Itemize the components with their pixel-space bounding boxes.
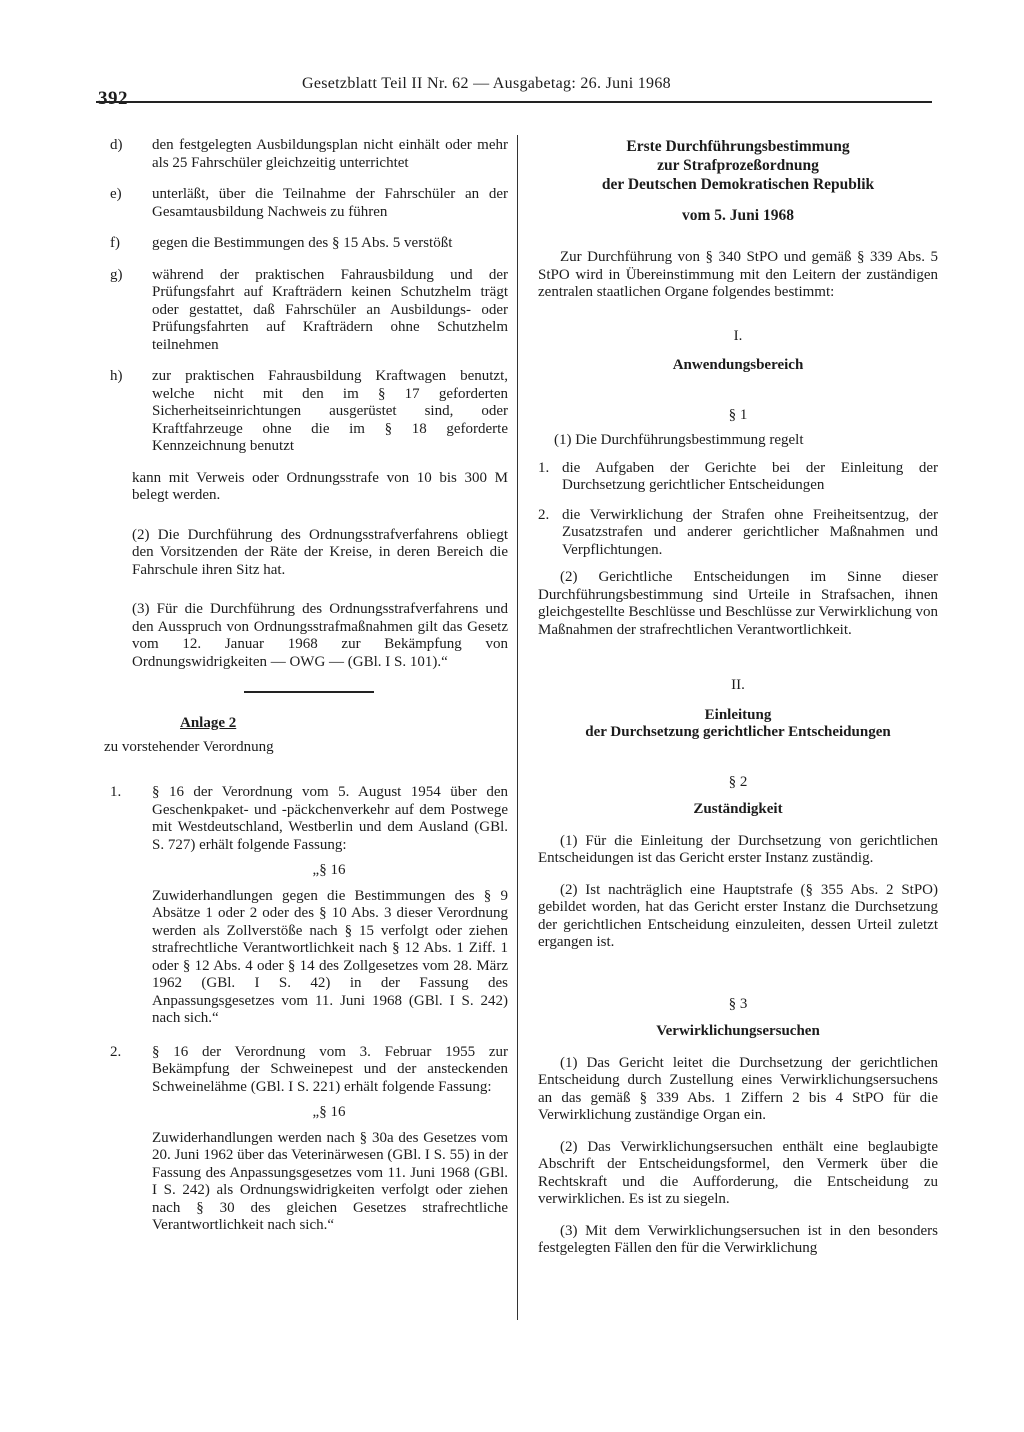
column-divider (517, 135, 518, 1320)
numbered-item (538, 460, 938, 495)
item-label: f) (110, 235, 120, 251)
left-column (104, 137, 508, 1249)
list-item (110, 137, 508, 172)
item-text: § 16 der Verordnung vom 3. Februar 1955 zur Bekämpfung der Schweinepest und der ansteckenden Schweinelähme (GBl. I S. 221) erhält folgende Fassung: (152, 1043, 508, 1095)
item-text: die Aufgaben der Gerichte bei der Einleitung der Durchsetzung gerichtlicher Entscheidungen (562, 459, 938, 493)
paragraph-1: (1) Die Durchführungsbestimmung regelt (554, 432, 804, 448)
part-title (538, 707, 938, 742)
item-label: g) (110, 266, 123, 283)
paragraph-sign: „§ 16 (312, 1104, 346, 1120)
paragraph-2: (2) Die Durchführung des Ordnungsstrafverfahrens obliegt den Vorsitzenden der Räte der Kreise, in deren Bereich die Fahrschule ihren Sitz hat. (132, 526, 508, 578)
item-number: 2. (110, 1043, 122, 1060)
paragraph-2: (2) Ist nachträglich eine Hauptstrafe (§ 355 Abs. 2 StPO) gebildet worden, hat das Gericht erster Instanz die Durchsetzung der gerichtlichen Entscheidung einzuleiten, dessen Urteil zuletzt ergangen ist. (538, 881, 938, 950)
part-title: Anwendungsbereich (672, 357, 804, 373)
section-title: Verwirklichungsersuchen (656, 1023, 820, 1039)
paragraph-sign: § 3 (728, 995, 748, 1012)
part-numeral: I. (733, 327, 743, 344)
list-item (110, 186, 508, 221)
section-title: Zuständigkeit (693, 801, 783, 817)
numbered-item (110, 784, 508, 854)
paragraph-sign: § 2 (728, 773, 748, 790)
item-text: die Verwirklichung der Strafen ohne Freiheitsentzug, der Zusatzstrafen und anderer gerichtlicher Maßnahmen und Verpflichtungen. (562, 506, 938, 558)
title-line: Erste Durchführungsbestimmung (626, 138, 850, 155)
title-line: der Deutschen Demokratischen Republik (601, 176, 875, 193)
part-title-line: der Durchsetzung gerichtlicher Entscheidungen (585, 724, 891, 740)
item-text: § 16 der Verordnung vom 5. August 1954 über den Geschenkpaket- und -päckchenverkehr auf dem Postwege mit Westdeutschland, Westberlin und dem Ausland (GBl. S. 727) erhält folgende Fassung: (152, 784, 508, 853)
document-date: vom 5. Juni 1968 (682, 207, 794, 224)
right-column (538, 137, 938, 1272)
item-label: h) (110, 368, 123, 384)
annex-title: Anlage 2 (180, 715, 237, 731)
paragraph-3: (3) Für die Durchführung des Ordnungsstrafverfahrens und den Ausspruch von Ordnungsstrafmaßnahmen gilt das Gesetz vom 12. Januar 1968 zur Bekämpfung von Ordnungswidrigkeiten — OWG — (GBl. I S. 101).“ (132, 601, 508, 670)
quoted-paragraph: Zuwiderhandlungen werden nach § 30a des Gesetzes vom 20. Juni 1962 über das Veterinärwesen (GBl. I S. 55) in der Fassung des Anpassungsgesetzes vom 11. Juni 1968 (GBl. I S. 242) als Ordnungswidrigkeiten verfolgt oder ziehen nach § 30 des gleichen Gesetzes strafrechtliche Verantwortlichkeit nach sich.“ (152, 1129, 508, 1233)
quoted-paragraph: Zuwiderhandlungen gegen die Bestimmungen des § 9 Absätze 1 oder 2 oder des § 10 Abs. 3 dieser Verordnung werden als Zollverstöße nach § 15 verfolgt oder ziehen strafrechtliche Verantwortlichkeit nach § 12 Abs. 1 Ziff. 1 oder § 12 Abs. 4 oder § 14 des Zollgesetzes vom 28. März 1962 (GBl. I S. 42) in der Fassung des Anpassungsgesetzes vom 11. Juni 1968 (GBl. I S. 242) nach sich.“ (152, 887, 508, 1026)
header-rule (96, 101, 932, 103)
numbered-item (110, 1044, 508, 1097)
paragraph-sign: „§ 16 (312, 862, 346, 878)
list-item (110, 267, 508, 355)
item-text: unterläßt, über die Teilnahme der Fahrschüler an der Gesamtausbildung Nachweis zu führen (152, 186, 508, 220)
list-item (110, 235, 508, 253)
page-number: 392 (98, 88, 128, 109)
item-text: gegen die Bestimmungen des § 15 Abs. 5 verstößt (152, 235, 453, 251)
item-number: 1. (538, 459, 550, 476)
item-number: 2. (538, 506, 550, 523)
item-text: den festgelegten Ausbildungsplan nicht einhält oder mehr als 25 Fahrschüler gleichzeitig unterrichtet (152, 137, 508, 171)
part-numeral: II. (731, 677, 745, 693)
intro-paragraph: Zur Durchführung von § 340 StPO und gemäß § 339 Abs. 5 StPO wird in Übereinstimmung mit den Leitern der zuständigen zentralen staatlichen Organe folgendes bestimmt: (538, 249, 938, 300)
item-label: e) (110, 186, 122, 202)
item-number: 1. (110, 784, 122, 800)
part-title-line: Einleitung (704, 706, 772, 723)
list-item (110, 368, 508, 456)
paragraph-2: (2) Gerichtliche Entscheidungen im Sinne dieser Durchführungsbestimmung sind Urteile in Strafsachen, ihnen gleichgestellte Beschlüsse und Beschlüsse zur Verwirklichung von Maßnahmen der strafrechtlichen Verantwortlichkeit. (538, 569, 938, 638)
paragraph-1: (1) Das Gericht leitet die Durchsetzung der gerichtlichen Entscheidung durch Zustellung eines Verwirklichungsersuchens an das gemäß § 339 Abs. 1 Ziffern 2 bis 4 StPO für die Verwirklichung zuständige Organ ein. (538, 1054, 938, 1123)
document-title (538, 137, 938, 194)
paragraph-2: (2) Das Verwirklichungsersuchen enthält eine beglaubigte Abschrift der Entscheidungsformel, den Vermerk über die Rechtskraft und die Aufforderung, die Entscheidung zu verwirklichen. Es ist zu siegeln. (538, 1138, 938, 1207)
section-separator (244, 691, 374, 693)
item-text: während der praktischen Fahrausbildung und der Prüfungsfahrt auf Krafträdern keinen Schutzhelm trägt oder gestattet, daß Fahrschüler an Ausbildungs- oder Prüfungsfahrten auf Krafträdern ohne Schutzhelm teilnehmen (152, 266, 508, 353)
paragraph-sign: § 1 (728, 406, 748, 423)
paragraph-3: (3) Mit dem Verwirklichungsersuchen ist in den besonders festgelegten Fällen den für die Verwirklichung (538, 1222, 938, 1256)
numbered-item (538, 507, 938, 560)
penalty-text: kann mit Verweis oder Ordnungsstrafe von 10 bis 300 M belegt werden. (132, 469, 508, 503)
item-label: d) (110, 137, 123, 153)
annex-subtitle: zu vorstehender Verordnung (104, 738, 274, 755)
page-header-title: Gesetzblatt Teil II Nr. 62 — Ausgabetag: 26. Juni 1968 (302, 75, 671, 92)
title-line: zur Strafprozeßordnung (657, 157, 819, 174)
paragraph-1: (1) Für die Einleitung der Durchsetzung von gerichtlichen Entscheidungen ist das Gericht erster Instanz zuständig. (538, 832, 938, 866)
item-text: zur praktischen Fahrausbildung Kraftwagen benutzt, welche nicht mit den im § 17 geforderten Sicherheitseinrichtungen ausgerüstet sind, oder Kraftfahrzeuge ohne die im § 18 geforderte Kennzeichnung benutzt (152, 368, 508, 454)
